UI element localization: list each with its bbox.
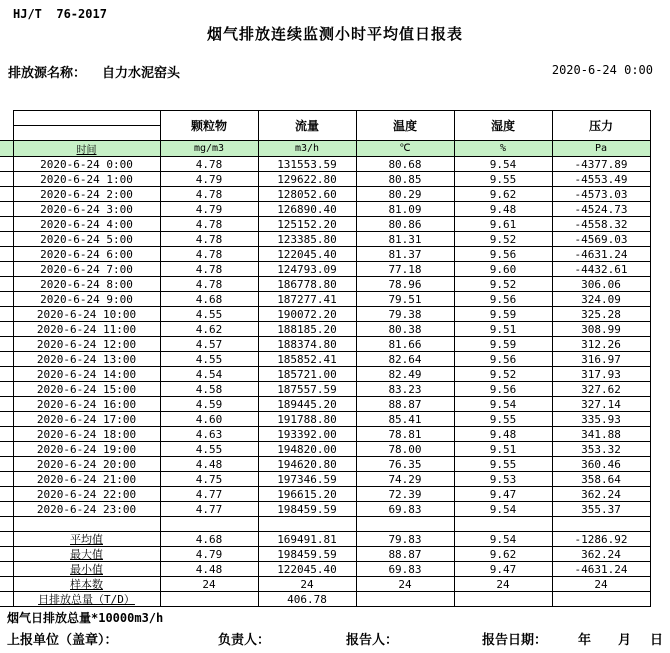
- value-cell: 80.38: [356, 322, 454, 337]
- row-gutter: [0, 517, 13, 532]
- source-name-value: 自力水泥窑头: [102, 66, 181, 81]
- summary-value-cell: 9.54: [454, 532, 552, 547]
- value-cell: 4.79: [160, 202, 258, 217]
- header-rows: [0, 111, 650, 157]
- summary-label: 最大值: [70, 547, 103, 561]
- summary-value-cell: [552, 592, 650, 607]
- value-cell: 128052.60: [258, 187, 356, 202]
- row-gutter: [0, 322, 13, 337]
- table-row: [0, 457, 650, 472]
- value-cell: 9.60: [454, 262, 552, 277]
- value-cell: 353.32: [552, 442, 650, 457]
- reporter-label: 报告人：: [346, 633, 399, 648]
- column-header-particulate: 颗粒物: [160, 111, 258, 141]
- value-cell: 74.29: [356, 472, 454, 487]
- summary-row: [0, 592, 650, 607]
- value-cell: 9.48: [454, 202, 552, 217]
- value-cell: 9.56: [454, 382, 552, 397]
- row-gutter: [0, 382, 13, 397]
- table-row: [0, 367, 650, 382]
- summary-value-cell: 69.83: [356, 562, 454, 577]
- value-cell: 9.47: [454, 487, 552, 502]
- table-row: [0, 322, 650, 337]
- value-cell: 4.54: [160, 367, 258, 382]
- value-cell: 9.53: [454, 472, 552, 487]
- row-gutter: [0, 502, 13, 517]
- table-row: [0, 412, 650, 427]
- value-cell: 312.26: [552, 337, 650, 352]
- time-cell: 2020-6-24 10:00: [13, 307, 160, 322]
- page-title: 烟气排放连续监测小时平均值日报表: [206, 25, 463, 43]
- value-cell: 4.60: [160, 412, 258, 427]
- value-cell: 9.54: [454, 157, 552, 172]
- value-cell: 81.31: [356, 232, 454, 247]
- summary-row: [0, 547, 650, 562]
- value-cell: 9.54: [454, 502, 552, 517]
- value-cell: 9.54: [454, 397, 552, 412]
- time-cell: 2020-6-24 0:00: [13, 157, 160, 172]
- table-row: [0, 502, 650, 517]
- value-cell: 191788.80: [258, 412, 356, 427]
- time-cell: 2020-6-24 15:00: [13, 382, 160, 397]
- value-cell: 4.78: [160, 277, 258, 292]
- row-gutter: [0, 277, 13, 292]
- summary-label: 样本数: [70, 577, 103, 591]
- value-cell: 186778.80: [258, 277, 356, 292]
- table-row: [0, 292, 650, 307]
- value-cell: 194820.00: [258, 442, 356, 457]
- value-cell: 341.88: [552, 427, 650, 442]
- table-row: [0, 487, 650, 502]
- table-row: [0, 472, 650, 487]
- time-cell: 2020-6-24 1:00: [13, 172, 160, 187]
- value-cell: 4.55: [160, 442, 258, 457]
- manager-label: 负责人：: [218, 633, 271, 648]
- value-cell: 362.24: [552, 487, 650, 502]
- summary-label-cell: [13, 532, 160, 547]
- row-gutter: [0, 262, 13, 277]
- summary-value-cell: 79.83: [356, 532, 454, 547]
- value-cell: 122045.40: [258, 247, 356, 262]
- month-label: 月: [618, 633, 632, 648]
- time-cell: 2020-6-24 21:00: [13, 472, 160, 487]
- value-cell: 82.49: [356, 367, 454, 382]
- value-cell: -4432.61: [552, 262, 650, 277]
- time-cell: 2020-6-24 16:00: [13, 397, 160, 412]
- summary-value-cell: 9.62: [454, 547, 552, 562]
- value-cell: 9.52: [454, 232, 552, 247]
- value-cell: 4.78: [160, 262, 258, 277]
- row-gutter: [0, 157, 13, 172]
- unit-cell-temperature: ℃: [356, 141, 454, 157]
- summary-value-cell: 24: [356, 577, 454, 592]
- value-cell: 9.56: [454, 247, 552, 262]
- value-cell: -4377.89: [552, 157, 650, 172]
- value-cell: 9.48: [454, 427, 552, 442]
- row-gutter: [0, 187, 13, 202]
- row-gutter: [0, 472, 13, 487]
- time-cell: 2020-6-24 22:00: [13, 487, 160, 502]
- summary-label: 日排放总量（T/D）: [38, 592, 135, 606]
- header-row-top: [0, 111, 650, 126]
- value-cell: 4.63: [160, 427, 258, 442]
- value-cell: 185721.00: [258, 367, 356, 382]
- time-cell: 2020-6-24 18:00: [13, 427, 160, 442]
- unit-cell-pressure: Pa: [552, 141, 650, 157]
- value-cell: 79.38: [356, 307, 454, 322]
- value-cell: 88.87: [356, 397, 454, 412]
- row-gutter: [0, 126, 13, 141]
- value-cell: 9.51: [454, 322, 552, 337]
- value-cell: 78.96: [356, 277, 454, 292]
- value-cell: 9.61: [454, 217, 552, 232]
- value-cell: 316.97: [552, 352, 650, 367]
- time-cell: 2020-6-24 19:00: [13, 442, 160, 457]
- day-label: 日: [650, 633, 664, 648]
- row-gutter: [0, 307, 13, 322]
- summary-value-cell: 24: [258, 577, 356, 592]
- value-cell: 4.62: [160, 322, 258, 337]
- value-cell: 187557.59: [258, 382, 356, 397]
- summary-label-cell: [13, 562, 160, 577]
- value-cell: 4.55: [160, 307, 258, 322]
- time-header-cell: [13, 141, 160, 157]
- value-cell: 9.56: [454, 352, 552, 367]
- time-cell: 2020-6-24 14:00: [13, 367, 160, 382]
- value-cell: 4.79: [160, 172, 258, 187]
- value-cell: 193392.00: [258, 427, 356, 442]
- value-cell: 4.78: [160, 247, 258, 262]
- time-header-label: 时间: [76, 145, 97, 156]
- value-cell: 327.62: [552, 382, 650, 397]
- value-cell: 360.46: [552, 457, 650, 472]
- source-line: [8, 62, 180, 81]
- row-gutter: [0, 442, 13, 457]
- value-cell: 80.86: [356, 217, 454, 232]
- value-cell: 4.78: [160, 187, 258, 202]
- summary-rows: [0, 532, 650, 607]
- table-row: [0, 337, 650, 352]
- column-header-humidity: 湿度: [454, 111, 552, 141]
- time-cell: 2020-6-24 23:00: [13, 502, 160, 517]
- value-cell: 9.55: [454, 172, 552, 187]
- value-cell: 9.62: [454, 187, 552, 202]
- report-date-label: 报告日期：: [482, 633, 548, 648]
- value-cell: 69.83: [356, 502, 454, 517]
- row-gutter: [0, 592, 13, 607]
- value-cell: 124793.09: [258, 262, 356, 277]
- table-row: [0, 277, 650, 292]
- value-cell: 4.57: [160, 337, 258, 352]
- value-cell: 188185.20: [258, 322, 356, 337]
- summary-label-cell: [13, 547, 160, 562]
- value-cell: 189445.20: [258, 397, 356, 412]
- table-row: [0, 202, 650, 217]
- table-row: [0, 442, 650, 457]
- value-cell: -4631.24: [552, 247, 650, 262]
- row-gutter: [0, 352, 13, 367]
- summary-value-cell: 198459.59: [258, 547, 356, 562]
- row-gutter: [0, 457, 13, 472]
- table-row: [0, 157, 650, 172]
- summary-value-cell: 88.87: [356, 547, 454, 562]
- value-cell: 80.85: [356, 172, 454, 187]
- summary-label-cell: [13, 592, 160, 607]
- source-name-label: 排放源名称：: [8, 66, 87, 81]
- signature-line: [0, 629, 670, 647]
- empty-cell: [13, 517, 160, 532]
- value-cell: 4.55: [160, 352, 258, 367]
- data-rows: [0, 157, 650, 517]
- time-cell: 2020-6-24 5:00: [13, 232, 160, 247]
- row-gutter: [0, 427, 13, 442]
- report-table: [0, 110, 651, 607]
- value-cell: 355.37: [552, 502, 650, 517]
- empty-row: [0, 517, 650, 532]
- value-cell: 80.29: [356, 187, 454, 202]
- summary-value-cell: 24: [552, 577, 650, 592]
- footnote: 烟气日排放总量*10000m3/h: [7, 611, 164, 625]
- value-cell: 327.14: [552, 397, 650, 412]
- spacer-section: [0, 517, 650, 532]
- empty-cell: [258, 517, 356, 532]
- row-gutter: [0, 111, 13, 126]
- table-row: [0, 232, 650, 247]
- value-cell: 187277.41: [258, 292, 356, 307]
- time-cell: 2020-6-24 3:00: [13, 202, 160, 217]
- value-cell: 4.78: [160, 217, 258, 232]
- empty-cell: [356, 517, 454, 532]
- empty-cell: [160, 517, 258, 532]
- summary-row: [0, 562, 650, 577]
- summary-value-cell: -4631.24: [552, 562, 650, 577]
- value-cell: 198459.59: [258, 502, 356, 517]
- time-cell: 2020-6-24 17:00: [13, 412, 160, 427]
- row-gutter: [0, 247, 13, 262]
- summary-value-cell: 4.68: [160, 532, 258, 547]
- value-cell: 72.39: [356, 487, 454, 502]
- summary-value-cell: 362.24: [552, 547, 650, 562]
- time-cell: 2020-6-24 7:00: [13, 262, 160, 277]
- row-gutter: [0, 397, 13, 412]
- value-cell: 9.56: [454, 292, 552, 307]
- table-row: [0, 262, 650, 277]
- summary-label: 平均值: [70, 532, 103, 546]
- time-cell: 2020-6-24 2:00: [13, 187, 160, 202]
- summary-label: 最小值: [70, 562, 103, 576]
- table-row: [0, 307, 650, 322]
- value-cell: 9.59: [454, 307, 552, 322]
- value-cell: 123385.80: [258, 232, 356, 247]
- summary-row: [0, 532, 650, 547]
- value-cell: 4.75: [160, 472, 258, 487]
- value-cell: -4569.03: [552, 232, 650, 247]
- time-cell: 2020-6-24 11:00: [13, 322, 160, 337]
- report-time: 2020-6-24 0:00: [551, 63, 653, 77]
- time-cell: 2020-6-24 20:00: [13, 457, 160, 472]
- value-cell: 85.41: [356, 412, 454, 427]
- summary-value-cell: 122045.40: [258, 562, 356, 577]
- row-gutter: [0, 217, 13, 232]
- time-cell: 2020-6-24 9:00: [13, 292, 160, 307]
- summary-value-cell: [160, 592, 258, 607]
- table-row: [0, 352, 650, 367]
- value-cell: 78.00: [356, 442, 454, 457]
- value-cell: 129622.80: [258, 172, 356, 187]
- summary-value-cell: -1286.92: [552, 532, 650, 547]
- time-cell: 2020-6-24 8:00: [13, 277, 160, 292]
- row-gutter: [0, 577, 13, 592]
- table-row: [0, 397, 650, 412]
- value-cell: 79.51: [356, 292, 454, 307]
- value-cell: 81.37: [356, 247, 454, 262]
- value-cell: 83.23: [356, 382, 454, 397]
- value-cell: 4.68: [160, 292, 258, 307]
- value-cell: 125152.20: [258, 217, 356, 232]
- summary-value-cell: 169491.81: [258, 532, 356, 547]
- value-cell: 9.52: [454, 367, 552, 382]
- value-cell: 325.28: [552, 307, 650, 322]
- report-unit-label: 上报单位（盖章）：: [7, 633, 118, 648]
- table-row: [0, 382, 650, 397]
- summary-value-cell: 4.79: [160, 547, 258, 562]
- value-cell: 197346.59: [258, 472, 356, 487]
- value-cell: 190072.20: [258, 307, 356, 322]
- summary-value-cell: 24: [160, 577, 258, 592]
- value-cell: -4553.49: [552, 172, 650, 187]
- row-gutter: [0, 292, 13, 307]
- empty-cell: [552, 517, 650, 532]
- summary-value-cell: 24: [454, 577, 552, 592]
- value-cell: 4.48: [160, 457, 258, 472]
- summary-value-cell: [356, 592, 454, 607]
- table-row: [0, 187, 650, 202]
- summary-row: [0, 577, 650, 592]
- summary-value-cell: [454, 592, 552, 607]
- value-cell: 317.93: [552, 367, 650, 382]
- unit-cell-particulate: mg/m3: [160, 141, 258, 157]
- time-header-top-cell: [13, 111, 160, 126]
- table-row: [0, 427, 650, 442]
- value-cell: -4558.32: [552, 217, 650, 232]
- summary-value-cell: 9.47: [454, 562, 552, 577]
- value-cell: 4.78: [160, 157, 258, 172]
- unit-row: [0, 141, 650, 157]
- unit-cell-flow: m3/h: [258, 141, 356, 157]
- column-header-pressure: 压力: [552, 111, 650, 141]
- value-cell: 9.51: [454, 442, 552, 457]
- row-gutter: [0, 367, 13, 382]
- row-gutter: [0, 232, 13, 247]
- empty-cell: [454, 517, 552, 532]
- time-cell: 2020-6-24 4:00: [13, 217, 160, 232]
- value-cell: 77.18: [356, 262, 454, 277]
- row-gutter: [0, 337, 13, 352]
- time-header-bottom-cell: [13, 126, 160, 141]
- summary-value-cell: 406.78: [258, 592, 356, 607]
- value-cell: 196615.20: [258, 487, 356, 502]
- value-cell: 358.64: [552, 472, 650, 487]
- row-gutter: [0, 547, 13, 562]
- value-cell: 308.99: [552, 322, 650, 337]
- summary-label-cell: [13, 577, 160, 592]
- value-cell: 81.66: [356, 337, 454, 352]
- value-cell: 306.06: [552, 277, 650, 292]
- value-cell: -4524.73: [552, 202, 650, 217]
- value-cell: 4.58: [160, 382, 258, 397]
- value-cell: 188374.80: [258, 337, 356, 352]
- row-gutter: [0, 202, 13, 217]
- value-cell: 9.55: [454, 457, 552, 472]
- table-row: [0, 172, 650, 187]
- value-cell: 9.52: [454, 277, 552, 292]
- table-row: [0, 217, 650, 232]
- value-cell: 9.55: [454, 412, 552, 427]
- column-header-flow: 流量: [258, 111, 356, 141]
- value-cell: 4.77: [160, 502, 258, 517]
- standard-code: HJ/T 76-2017: [13, 7, 107, 21]
- value-cell: 4.78: [160, 232, 258, 247]
- time-cell: 2020-6-24 12:00: [13, 337, 160, 352]
- value-cell: 194620.80: [258, 457, 356, 472]
- table-row: [0, 247, 650, 262]
- summary-value-cell: 4.48: [160, 562, 258, 577]
- row-gutter: [0, 412, 13, 427]
- value-cell: -4573.03: [552, 187, 650, 202]
- time-cell: 2020-6-24 13:00: [13, 352, 160, 367]
- value-cell: 81.09: [356, 202, 454, 217]
- value-cell: 82.64: [356, 352, 454, 367]
- value-cell: 185852.41: [258, 352, 356, 367]
- year-label: 年: [578, 633, 592, 648]
- row-gutter: [0, 532, 13, 547]
- unit-cell-humidity: %: [454, 141, 552, 157]
- row-gutter: [0, 172, 13, 187]
- row-gutter: [0, 562, 13, 577]
- value-cell: 78.81: [356, 427, 454, 442]
- value-cell: 335.93: [552, 412, 650, 427]
- column-header-temperature: 温度: [356, 111, 454, 141]
- value-cell: 324.09: [552, 292, 650, 307]
- row-gutter: [0, 487, 13, 502]
- value-cell: 126890.40: [258, 202, 356, 217]
- row-gutter: [0, 141, 13, 157]
- value-cell: 76.35: [356, 457, 454, 472]
- time-cell: 2020-6-24 6:00: [13, 247, 160, 262]
- value-cell: 4.77: [160, 487, 258, 502]
- value-cell: 9.59: [454, 337, 552, 352]
- value-cell: 4.59: [160, 397, 258, 412]
- value-cell: 131553.59: [258, 157, 356, 172]
- value-cell: 80.68: [356, 157, 454, 172]
